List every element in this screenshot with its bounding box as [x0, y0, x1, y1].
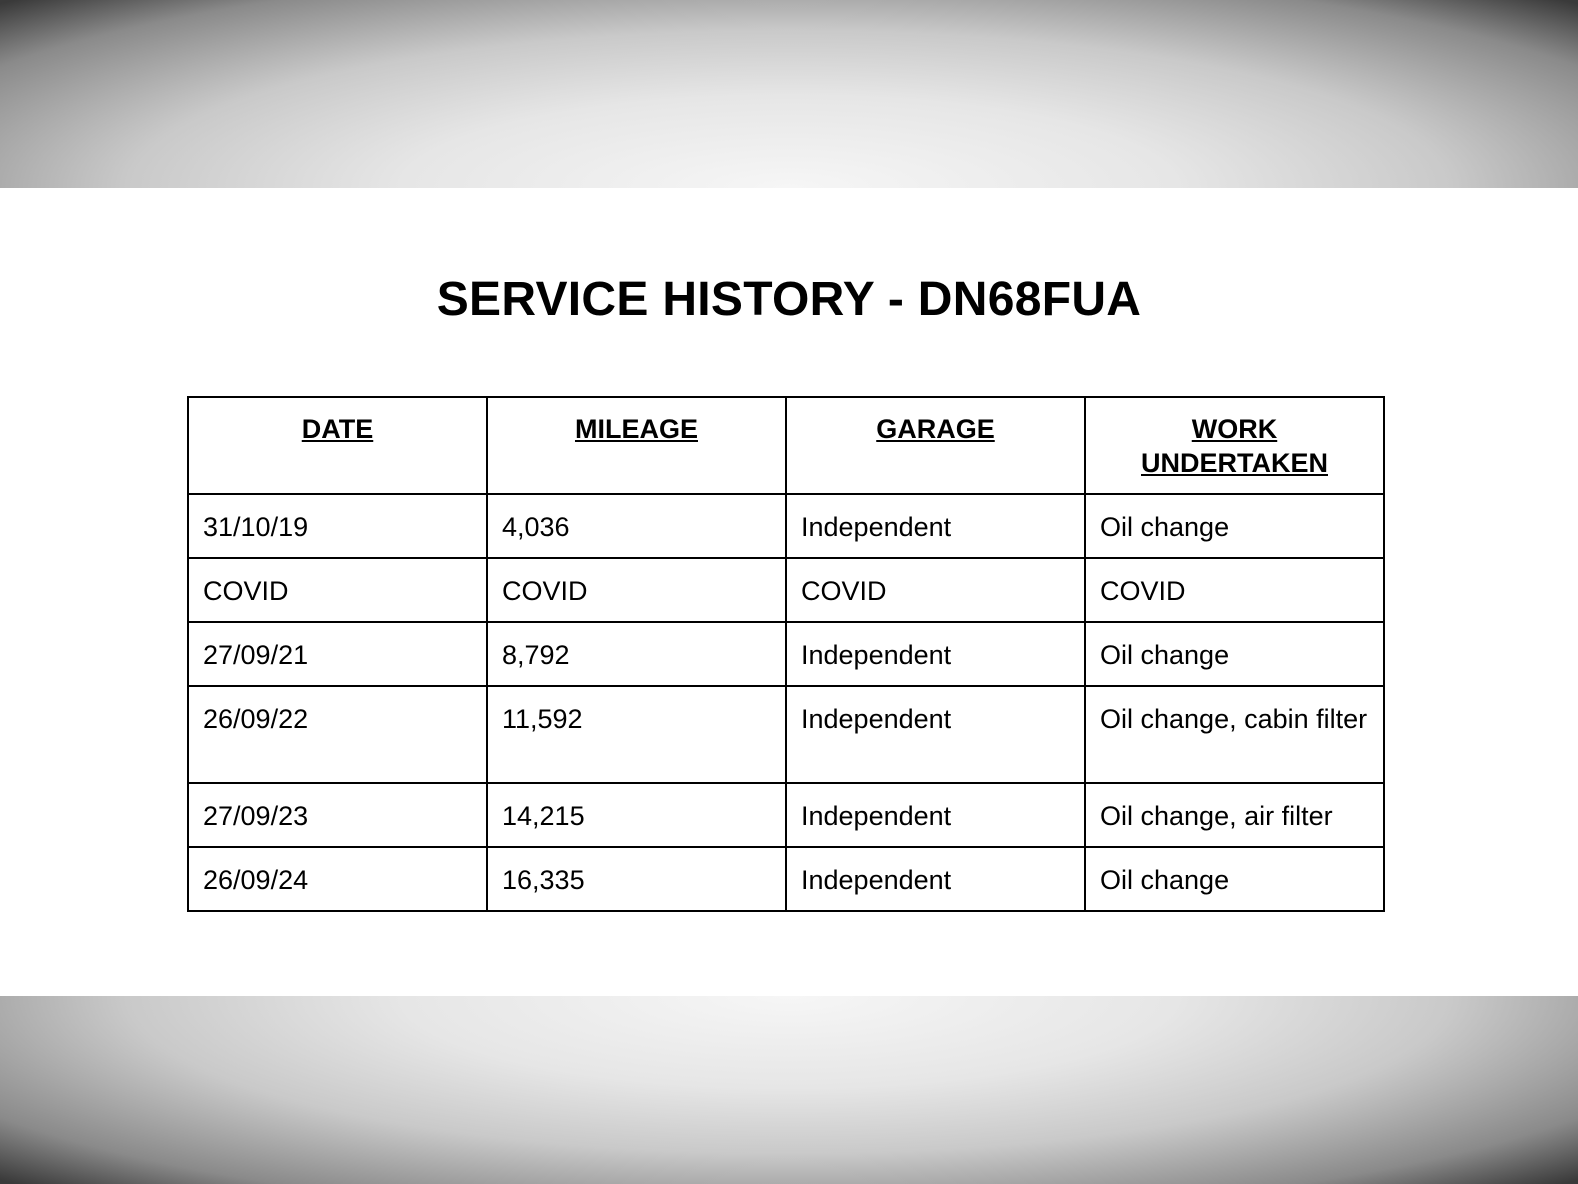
- cell-work: Oil change: [1085, 494, 1384, 558]
- cell-mileage: 11,592: [487, 686, 786, 783]
- cell-work: Oil change: [1085, 847, 1384, 911]
- header-work-undertaken: WORK UNDERTAKEN: [1085, 397, 1384, 494]
- header-mileage: MILEAGE: [487, 397, 786, 494]
- service-history-table: [187, 396, 1385, 912]
- cell-garage: COVID: [786, 558, 1085, 622]
- top-vignette-background: [0, 0, 1578, 188]
- table-row: [188, 783, 1384, 847]
- cell-work: Oil change, air filter: [1085, 783, 1384, 847]
- table-row: [188, 686, 1384, 783]
- cell-date: 26/09/22: [188, 686, 487, 783]
- cell-garage: Independent: [786, 686, 1085, 783]
- cell-work: Oil change, cabin filter: [1085, 686, 1384, 783]
- cell-mileage: COVID: [487, 558, 786, 622]
- cell-date: 27/09/23: [188, 783, 487, 847]
- cell-garage: Independent: [786, 783, 1085, 847]
- cell-mileage: 16,335: [487, 847, 786, 911]
- cell-work: Oil change: [1085, 622, 1384, 686]
- cell-garage: Independent: [786, 622, 1085, 686]
- cell-mileage: 8,792: [487, 622, 786, 686]
- cell-mileage: 4,036: [487, 494, 786, 558]
- table-row: [188, 847, 1384, 911]
- header-date: DATE: [188, 397, 487, 494]
- table-header-row: [188, 397, 1384, 494]
- cell-date: 27/09/21: [188, 622, 487, 686]
- bottom-vignette-background: [0, 996, 1578, 1184]
- table-row: [188, 558, 1384, 622]
- table-row: [188, 622, 1384, 686]
- document-page: [0, 188, 1578, 996]
- cell-garage: Independent: [786, 847, 1085, 911]
- cell-date: COVID: [188, 558, 487, 622]
- cell-date: 26/09/24: [188, 847, 487, 911]
- cell-date: 31/10/19: [188, 494, 487, 558]
- cell-mileage: 14,215: [487, 783, 786, 847]
- table-row: [188, 494, 1384, 558]
- page-title: SERVICE HISTORY - DN68FUA: [436, 273, 1142, 326]
- cell-work: COVID: [1085, 558, 1384, 622]
- cell-garage: Independent: [786, 494, 1085, 558]
- header-garage: GARAGE: [786, 397, 1085, 494]
